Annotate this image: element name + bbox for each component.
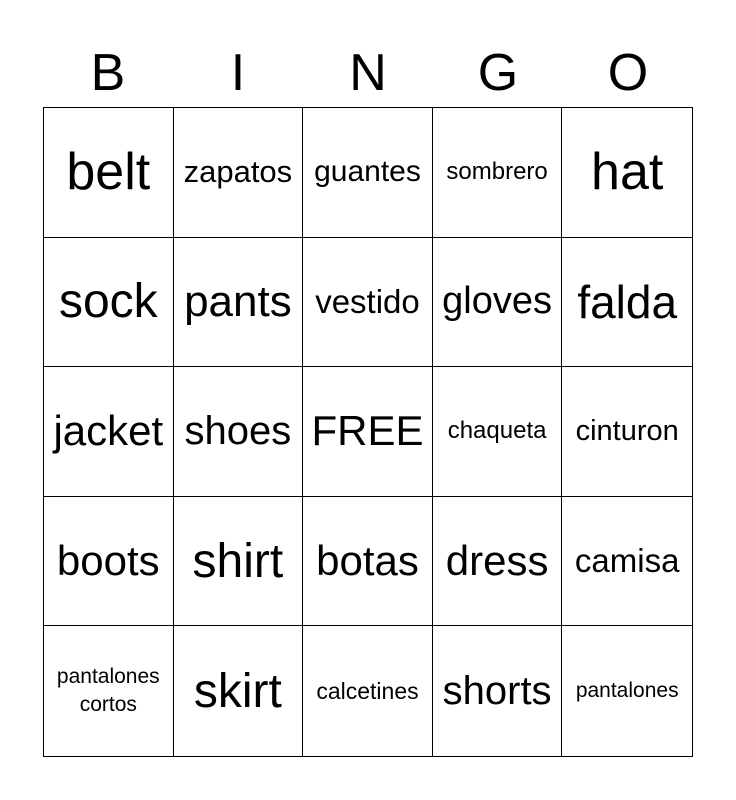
header-letter-i: I (230, 44, 246, 102)
bingo-cell[interactable] (174, 497, 304, 627)
cell-word: pantalones cortos (56, 664, 160, 717)
cell-word: belt (66, 143, 151, 202)
cell-word: FREE (311, 407, 424, 455)
bingo-cell[interactable] (303, 108, 433, 238)
bingo-cell[interactable] (562, 238, 692, 368)
cell-word: vestido (315, 282, 420, 320)
cell-word: camisa (574, 542, 680, 580)
bingo-cell[interactable] (303, 497, 433, 627)
header-letter-g: G (477, 44, 519, 102)
bingo-cell[interactable] (44, 108, 174, 238)
bingo-cell[interactable] (44, 238, 174, 368)
bingo-cell[interactable] (562, 108, 692, 238)
cell-word: boots (56, 537, 160, 585)
header-letter-o: O (607, 44, 649, 102)
bingo-cell[interactable] (44, 626, 174, 756)
cell-word: shorts (442, 668, 552, 713)
bingo-cell[interactable] (433, 108, 563, 238)
cell-word: sombrero (446, 158, 548, 186)
cell-word: guantes (314, 155, 421, 189)
cell-word: shoes (184, 408, 292, 453)
cell-word: dress (445, 537, 549, 585)
bingo-cell[interactable] (562, 626, 692, 756)
bingo-cell[interactable] (562, 367, 692, 497)
bingo-board (43, 107, 693, 757)
header-letter-b: B (90, 44, 126, 102)
bingo-cell[interactable] (174, 367, 304, 497)
cell-word: falda (577, 275, 678, 328)
bingo-cell[interactable] (174, 238, 304, 368)
bingo-cell[interactable] (303, 626, 433, 756)
cell-word: cinturon (575, 414, 679, 447)
bingo-cell[interactable] (174, 108, 304, 238)
bingo-cell[interactable] (44, 497, 174, 627)
cell-word: pantalones (575, 679, 679, 703)
bingo-header (43, 40, 693, 106)
cell-word: botas (316, 537, 419, 585)
cell-word: pants (184, 276, 292, 326)
bingo-cell[interactable] (562, 497, 692, 627)
cell-word: skirt (193, 664, 282, 718)
header-letter-n: N (349, 44, 387, 102)
bingo-cell[interactable] (303, 367, 433, 497)
cell-word: hat (591, 143, 664, 202)
cell-word: zapatos (183, 154, 293, 190)
bingo-cell[interactable] (433, 626, 563, 756)
bingo-cell[interactable] (44, 367, 174, 497)
bingo-cell[interactable] (433, 497, 563, 627)
cell-word: sock (58, 275, 158, 329)
bingo-cell[interactable] (174, 626, 304, 756)
cell-word: shirt (192, 534, 284, 588)
cell-word: calcetines (316, 677, 419, 704)
cell-word: gloves (442, 280, 553, 323)
bingo-cell[interactable] (303, 238, 433, 368)
bingo-cell[interactable] (433, 238, 563, 368)
cell-word: chaqueta (447, 417, 547, 445)
cell-word: jacket (53, 407, 164, 455)
bingo-cell[interactable] (433, 367, 563, 497)
